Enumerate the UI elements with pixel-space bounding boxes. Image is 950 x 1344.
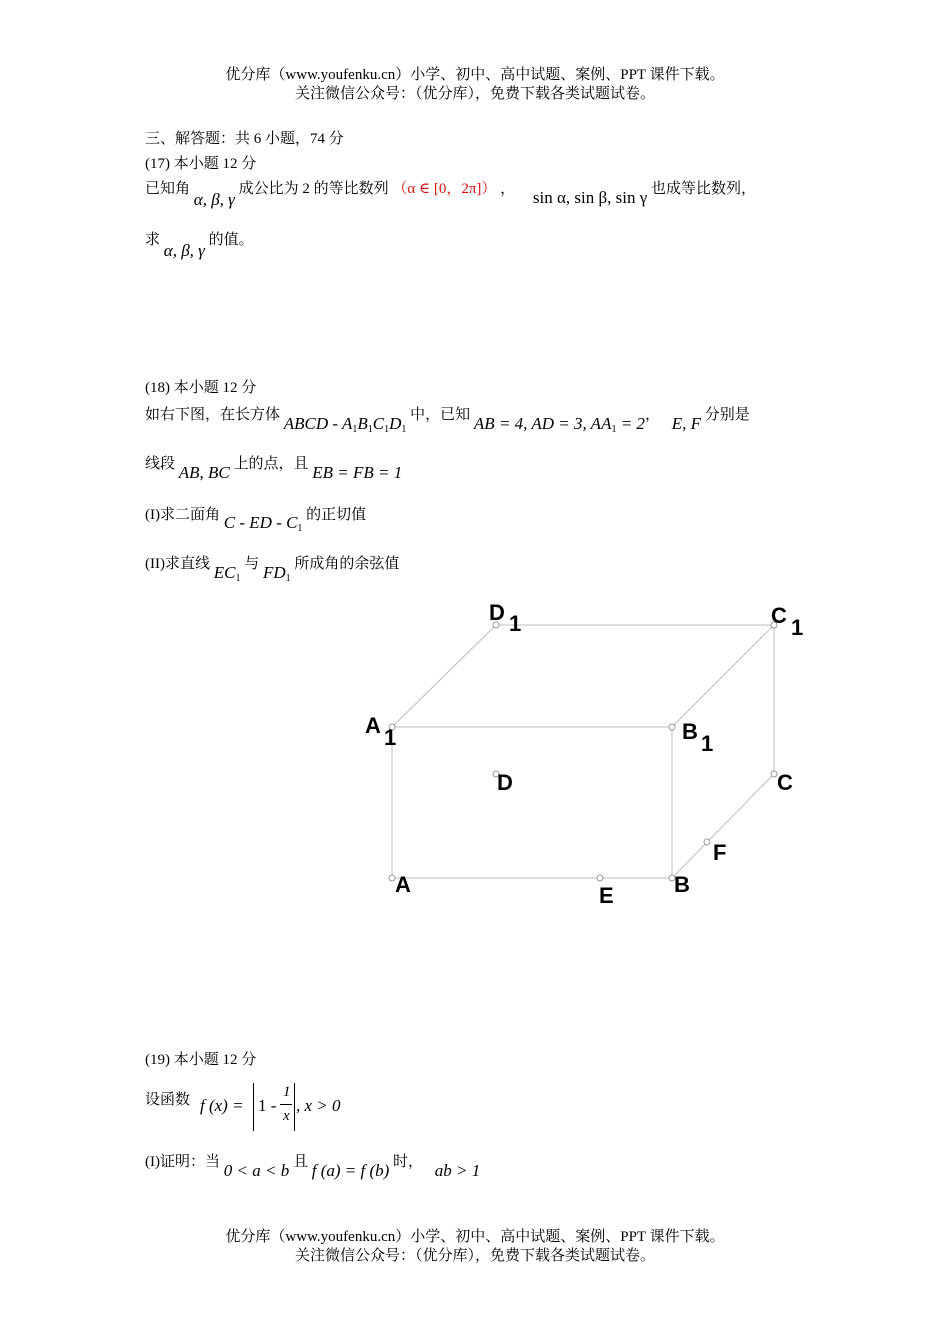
q18-math-segments: AB, BC (178, 463, 230, 482)
q19-part-1-math-ab: ab > 1 (434, 1161, 481, 1180)
q19-part-1-text: (I)证明：当 (145, 1154, 220, 1170)
q18-cuboid-a: ABCD - A (283, 414, 353, 433)
label-a1-sub: 1 (384, 725, 397, 750)
q18-math-eb-fb: EB = FB = 1 (312, 463, 403, 482)
q18-lengths-b: = 2 (616, 414, 645, 433)
q17-text-4: 也成等比数列， (651, 181, 757, 197)
q19-part-1-math-ineq: 0 < a < b (223, 1161, 290, 1180)
q17-text-3: ， (500, 181, 516, 197)
q19-part-1-text-3: 时， (393, 1154, 424, 1170)
q18-part-2-text: (II)求直线 (145, 556, 210, 572)
vertex-e (597, 875, 603, 881)
q18-part-2-math-ec1 (214, 563, 241, 582)
q17-title: (17) 本小题 12 分 (145, 156, 257, 172)
q18-fd1-sub: 1 (285, 573, 291, 584)
q19-frac-den: x (283, 1108, 290, 1124)
label-a1: A (365, 713, 381, 738)
q19-text-1: 设函数 (145, 1092, 191, 1108)
q18-text-5: 线段 (145, 456, 176, 472)
page-header (0, 66, 950, 104)
q18-title: (18) 本小题 12 分 (145, 380, 257, 396)
q17-text-5: 求 (145, 232, 161, 248)
vertex-f (704, 839, 710, 845)
q18-part-2 (145, 552, 400, 584)
q19-part-1-text-2: 且 (292, 1154, 308, 1170)
edge-d1-a1 (392, 625, 496, 727)
q17-text-1: 已知角 (145, 181, 191, 197)
label-f: F (713, 840, 727, 865)
q18-text-3: ， (644, 407, 660, 423)
label-c: C (777, 770, 793, 795)
q18-text-1: 如右下图，在长方体 (145, 407, 281, 423)
page-footer (0, 1228, 950, 1266)
edge-c1-b1 (672, 625, 774, 727)
q18-part-2-math-fd1 (263, 563, 291, 582)
section-title: 三、解答题：共 6 小题，74 分 (145, 131, 344, 147)
label-c1: C (771, 603, 787, 628)
q18-cuboid-sub-1: 1 (352, 424, 358, 435)
q17-statement (145, 177, 757, 209)
q19-part-1-math-eq: f (a) = f (b) (311, 1161, 390, 1180)
q18-cuboid-b: B (357, 414, 368, 433)
q17-math-angles-2: α, β, γ (163, 241, 205, 260)
q19-frac-bar (280, 1104, 292, 1105)
q19-math-fx: f (x) = (200, 1096, 244, 1115)
q18-text-2: 中，已知 (410, 407, 471, 423)
label-d1: D (489, 600, 505, 625)
q18-cuboid-sub-2: 1 (367, 424, 373, 435)
vertex-b1 (669, 724, 675, 730)
q19-frac-num: 1 (283, 1084, 291, 1100)
cuboid-figure (340, 590, 820, 920)
label-d: D (497, 770, 513, 795)
q18-cuboid-c: C (372, 414, 385, 433)
q18-cuboid-d: D (389, 414, 402, 433)
q18-math-lengths (474, 414, 645, 433)
footer-line-1: 优分库（www.youfenku.cn）小学、初中、高中试题、案例、PPT 课件下载。 (225, 1229, 725, 1245)
q18-cuboid-sub-4: 1 (401, 424, 407, 435)
label-b1-sub: 1 (701, 731, 714, 756)
q19-statement (145, 1088, 190, 1109)
q17-math-sines: sin α, sin β, sin γ (532, 188, 648, 207)
q18-fd1-main: FD (262, 563, 286, 582)
q19-abs-bar-right (294, 1083, 295, 1131)
label-b1: B (682, 719, 698, 744)
q19-title: (19) 本小题 12 分 (145, 1052, 257, 1068)
header-line-1: 优分库（www.youfenku.cn）小学、初中、高中试题、案例、PPT 课件下载。 (225, 67, 725, 83)
header-line-2: 关注微信公众号：（优分库），免费下载各类试题试卷。 (294, 86, 655, 102)
q19-math-domain: , x > 0 (296, 1096, 341, 1115)
q18-part-1 (145, 503, 367, 534)
q18-ec1-main: EC (213, 563, 236, 582)
label-e: E (599, 883, 614, 908)
q19-abs-bar-left (253, 1083, 254, 1131)
q17-math-angles: α, β, γ (193, 190, 235, 209)
q18-text-6: 上的点，且 (233, 456, 309, 472)
q18-lengths-a: AB = 4, AD = 3, AA (473, 414, 612, 433)
q18-text-4: 分别是 (704, 407, 750, 423)
q18-part-1-text-2: 的正切值 (306, 507, 367, 523)
q18-part-2-text-3: 所成角的余弦值 (294, 556, 400, 572)
q19-part-1 (145, 1150, 481, 1180)
q18-statement-2 (145, 452, 403, 482)
q19-math-one-minus: 1 - (258, 1096, 277, 1115)
q18-part-2-text-2: 与 (244, 556, 260, 572)
label-b: B (674, 872, 690, 897)
footer-line-2: 关注微信公众号：（优分库），免费下载各类试题试卷。 (294, 1248, 655, 1264)
q18-part-1-text: (I)求二面角 (145, 507, 220, 523)
q18-cuboid-sub-3: 1 (384, 424, 390, 435)
q18-part-1-math-sub: 1 (297, 523, 303, 534)
q18-part-1-math (224, 513, 303, 532)
label-c1-sub: 1 (791, 615, 804, 640)
q17-text-6: 的值。 (208, 232, 254, 248)
label-d1-sub: 1 (509, 611, 522, 636)
label-a: A (395, 872, 411, 897)
q18-math-ef: E, F (671, 414, 701, 433)
q17-statement-2 (145, 228, 254, 260)
q18-ec1-sub: 1 (235, 573, 241, 584)
q18-statement (145, 403, 750, 435)
q18-math-cuboid (284, 414, 407, 433)
q17-text-2: 成公比为 2 的等比数列 (238, 181, 389, 197)
q17-red-condition: （α ∈ [0，2π]） (392, 181, 497, 197)
q18-part-1-math-main: C - ED - C (223, 513, 298, 532)
q18-lengths-sub: 1 (611, 424, 617, 435)
